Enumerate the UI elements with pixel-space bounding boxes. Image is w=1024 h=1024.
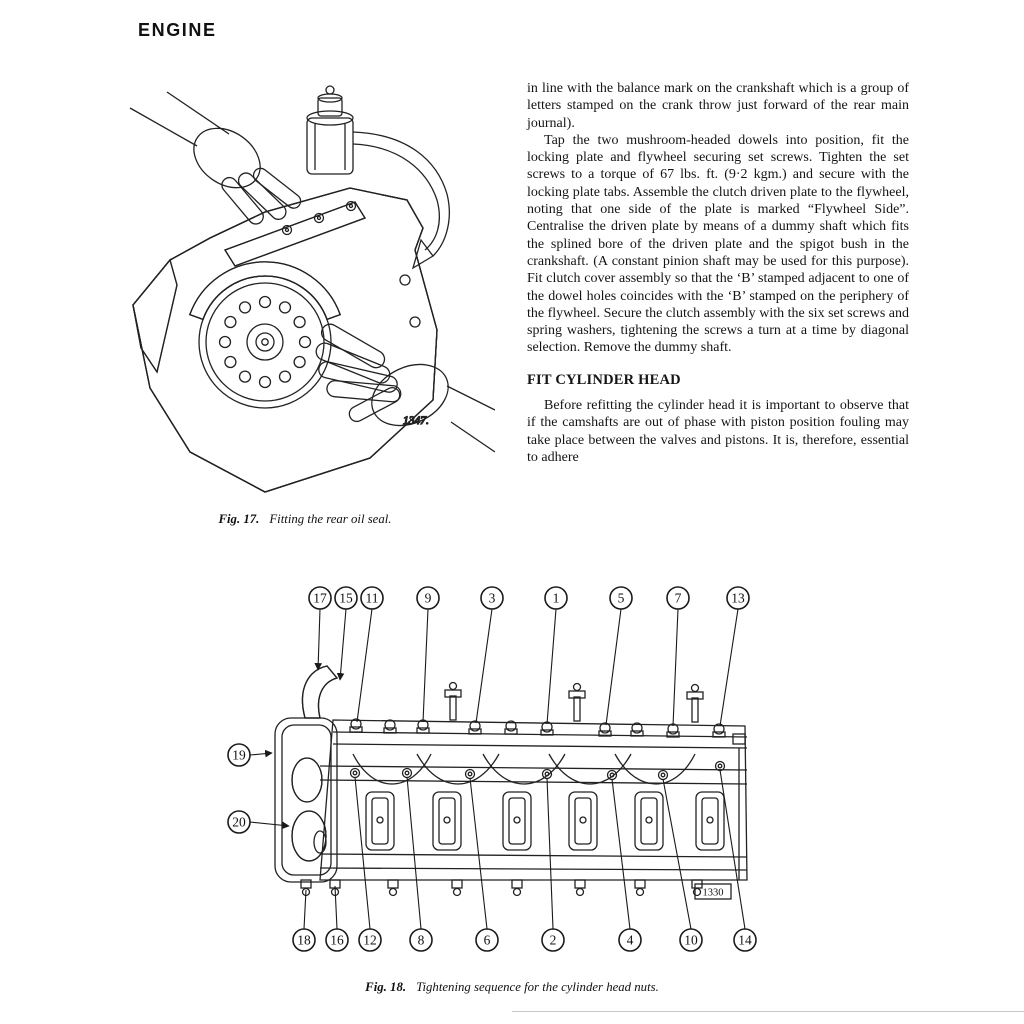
callout-20 (228, 811, 250, 833)
callout-19 (228, 744, 250, 766)
svg-text:10: 10 (684, 932, 698, 948)
oil-seal (190, 262, 340, 320)
fig17-caption (115, 512, 495, 527)
callout-5 (610, 587, 632, 609)
svg-text:7: 7 (674, 590, 682, 606)
svg-text:9: 9 (424, 590, 432, 606)
callout-12 (359, 929, 381, 951)
svg-text:20: 20 (232, 814, 246, 830)
hose (353, 132, 449, 268)
section-heading: FIT CYLINDER HEAD (527, 371, 681, 388)
callout-6 (476, 929, 498, 951)
callout-18 (293, 929, 315, 951)
svg-text:18: 18 (297, 932, 311, 948)
paragraph-1: in line with the balance mark on the crankshaft which is a group of letters stamped on the crank throw just forward of the rear main journal). (527, 81, 909, 131)
svg-text:8: 8 (417, 932, 425, 948)
svg-text:12: 12 (363, 932, 377, 948)
svg-text:3: 3 (488, 590, 496, 606)
cylinder-head-drawing (275, 666, 747, 899)
paragraph-2: Tap the two mushroom-headed dowels into position, fit the locking plate and flywheel securing set screws. Tighten the set screws to a torque of 67 lbs. ft. (9·2 kgm.) and secure with the locking plate tabs. Assemble the clutch driven plate to the flywheel, noting that one side of the plate is marked “Flywheel Side”. Centralise the driven plate by means of a dummy shaft which fits the splined bore of the driven plate and the spigot bush in the crankshaft. (A constant pinion shaft may be used for this purpose). Fit clutch cover assembly so that the ‘B’ stamped adjacent to one of the dowel holes coincides with the ‘B’ stamped on the periphery of the flywheel. Secure the clutch assembly with the six set screws and spring washers, tightening the screws a turn at a time by diagonal selection. Remove the dummy shaft. (527, 132, 909, 356)
svg-text:11: 11 (365, 590, 379, 606)
callout-9 (417, 587, 439, 609)
svg-text:16: 16 (330, 932, 344, 948)
right-hand (314, 321, 495, 452)
canister (307, 86, 353, 174)
svg-text:15: 15 (339, 590, 353, 606)
callout-17 (309, 587, 331, 609)
front-cap (275, 666, 337, 882)
callout-2 (542, 929, 564, 951)
callout-4 (619, 929, 641, 951)
callout-3 (481, 587, 503, 609)
svg-text:14: 14 (738, 932, 752, 948)
callout-7 (667, 587, 689, 609)
page-title: ENGINE (138, 20, 217, 40)
svg-text:2: 2 (549, 932, 557, 948)
callout-11 (361, 587, 383, 609)
fig18-caption-label: Fig. 18. (365, 980, 407, 994)
callout-15 (335, 587, 357, 609)
callout-16 (326, 929, 348, 951)
callout-1 (545, 587, 567, 609)
left-hand (183, 116, 304, 227)
callout-13 (727, 587, 749, 609)
rear-oil-seal-drawing (130, 86, 495, 492)
scan-artifact (512, 1011, 1024, 1012)
fig17-plate-number: 1347. (403, 415, 429, 427)
svg-text:17: 17 (313, 590, 327, 606)
crankshaft-flange (199, 276, 331, 408)
fig17-caption-label: Fig. 17. (218, 512, 260, 526)
callout-8 (410, 929, 432, 951)
callout-14 (734, 929, 756, 951)
svg-text:5: 5 (617, 590, 625, 606)
bottom-nut-row (301, 880, 702, 896)
fig17-illustration (115, 80, 495, 510)
fig18-plate-number: 1330 (702, 887, 724, 899)
fig18-diagram (225, 580, 790, 965)
svg-text:4: 4 (626, 932, 634, 948)
svg-text:13: 13 (731, 590, 745, 606)
svg-text:6: 6 (483, 932, 491, 948)
paragraph-3: Before refitting the cylinder head it is important to observe that if the camshafts are out of phase with piston position fouling may take place between the valves and pistons. It is, therefore, essential to adhere (527, 398, 909, 465)
fig18-caption-text: Tightening sequence for the cylinder head nuts. (416, 980, 659, 994)
svg-text:19: 19 (232, 747, 246, 763)
fig18-caption (0, 980, 1024, 995)
body-text-column (527, 80, 909, 466)
lower-nut-row (351, 762, 725, 780)
deck-fittings (445, 683, 703, 723)
callout-10 (680, 929, 702, 951)
svg-text:1: 1 (552, 590, 560, 606)
fig17-caption-text: Fitting the rear oil seal. (269, 512, 392, 526)
